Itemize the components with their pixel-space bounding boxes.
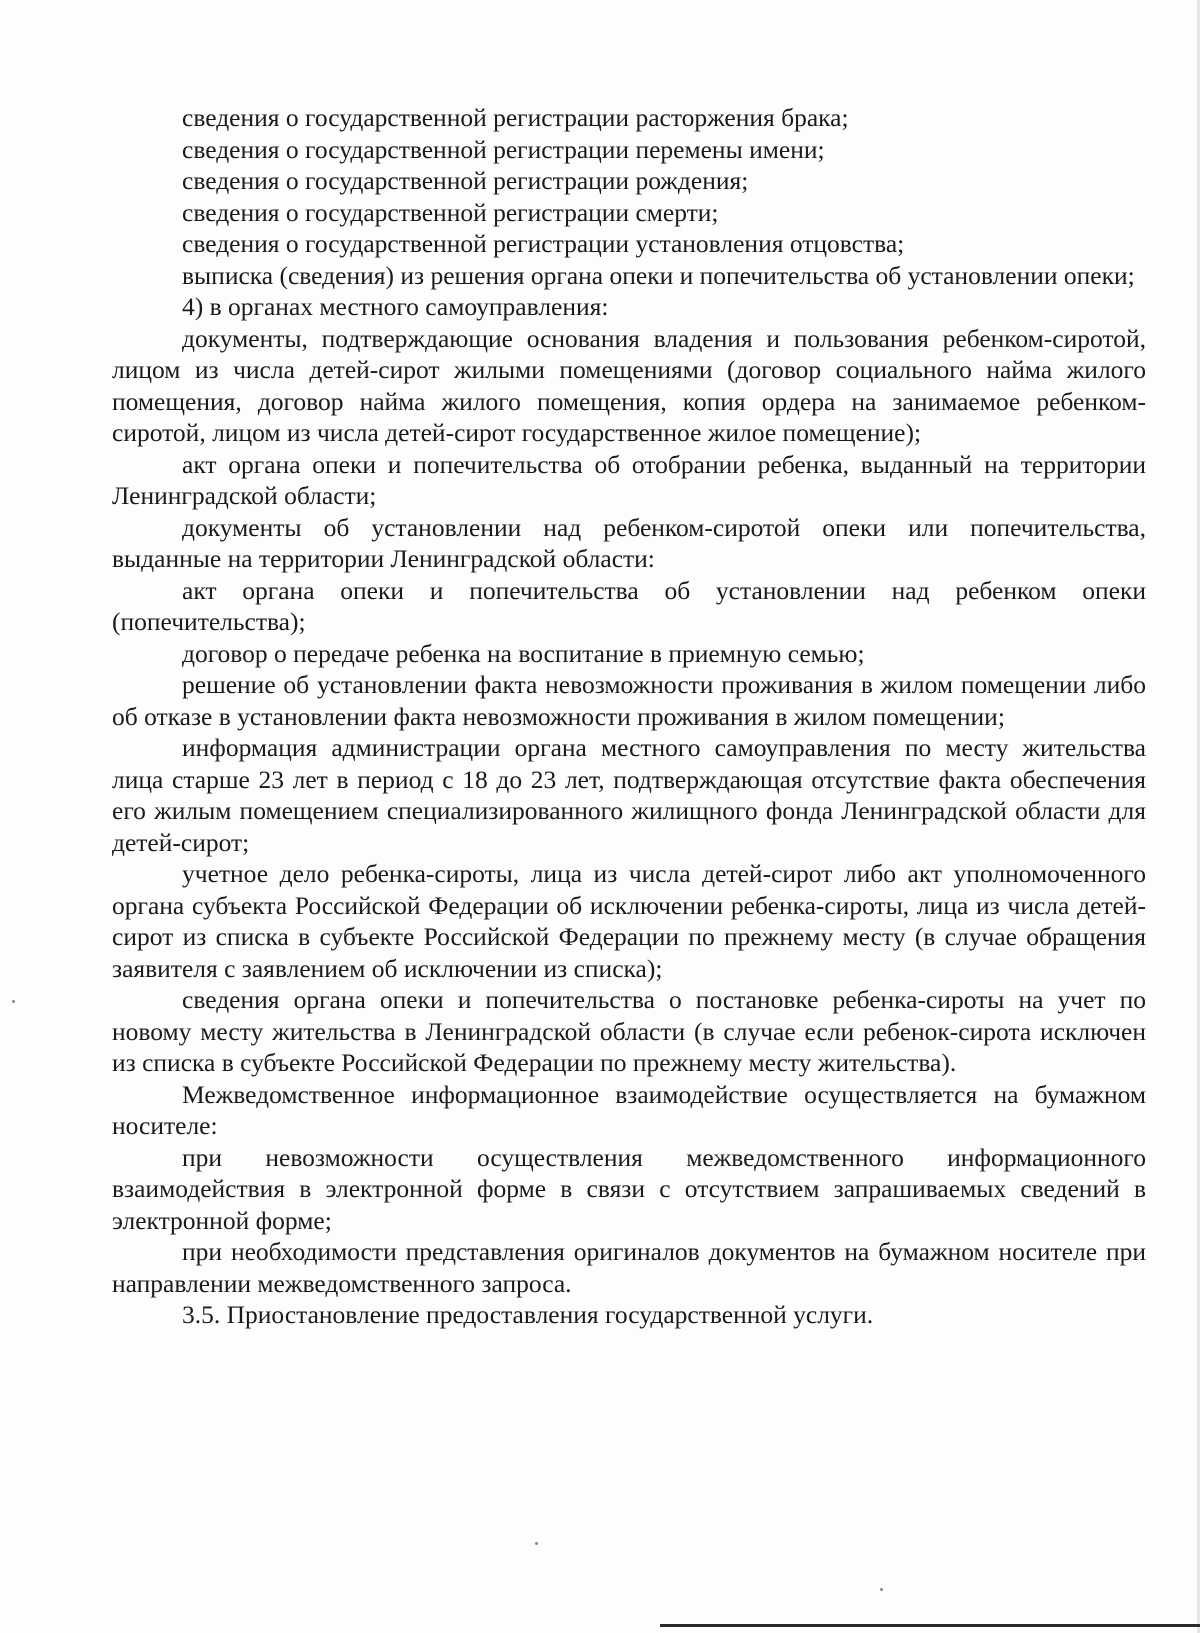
paragraph: учетное дело ребенка-сироты, лица из числа детей-сирот либо акт уполномоченного органа субъекта Российской Федерации об исключении ребенка-сироты, лица из числа детей-сирот из списка в субъекте Российской Федерации по прежнему месту (в случае обращения заявителя с заявлением об исключении из списка); xyxy=(112,859,1146,983)
document-body xyxy=(112,102,1146,1331)
paragraph: договор о передаче ребенка на воспитание в приемную семью; xyxy=(182,638,865,668)
paragraph: сведения органа опеки и попечительства о постановке ребенка-сироты на учет по новому месту жительства в Ленинградской области (в случае если ребенок-сирота исключен из списка в субъекте Российской Федерации по прежнему месту жительства). xyxy=(112,985,1146,1077)
scan-speck xyxy=(12,1000,15,1003)
paragraph: документы об установлении над ребенком-сиротой опеки или попечительства, выданные на территории Ленинградской области: xyxy=(112,512,1146,573)
paragraph: сведения о государственной регистрации установления отцовства; xyxy=(182,229,905,258)
paragraph: сведения о государственной регистрации перемены имени; xyxy=(182,134,825,164)
paragraph: 4) в органах местного самоуправления: xyxy=(182,292,609,321)
paragraph: Межведомственное информационное взаимодействие осуществляется на бумажном носителе: xyxy=(112,1079,1146,1140)
paragraph: сведения о государственной регистрации расторжения брака; xyxy=(182,103,849,132)
paragraph: решение об установлении факта невозможности проживания в жилом помещении либо об отказе в установлении факта невозможности проживания в жилом помещении; xyxy=(112,670,1146,731)
scan-speck xyxy=(880,1588,883,1591)
scan-speck xyxy=(535,1542,538,1545)
paragraph: сведения о государственной регистрации смерти; xyxy=(182,197,719,227)
paragraph: сведения о государственной регистрации рождения; xyxy=(182,166,749,195)
paragraph: 3.5. Приостановление предоставления государственной услуги. xyxy=(182,1300,874,1329)
paragraph: документы, подтверждающие основания владения и пользования ребенком-сиротой, лицом из числа детей-сирот жилыми помещениями (договор социального найма жилого помещения, договор найма жилого помещения, копия ордера на занимаемое ребенком-сиротой, лицом из числа детей-сирот государственное жилое помещение); xyxy=(112,323,1146,447)
paragraph: акт органа опеки и попечительства об установлении над ребенком опеки (попечительства); xyxy=(112,575,1146,636)
paragraph: при невозможности осуществления межведомственного информационного взаимодействия в электронной форме в связи с отсутствием запрашиваемых сведений в электронной форме; xyxy=(112,1142,1146,1235)
paragraph: выписка (сведения) из решения органа опеки и попечительства об установлении опеки; xyxy=(182,260,1135,290)
scan-edge-bottom xyxy=(660,1624,1200,1627)
paragraph: информация администрации органа местного самоуправления по месту жительства лица старше 23 лет в период с 18 до 23 лет, подтверждающая отсутствие факта обеспечения его жилым помещением специализированного жилищного фонда Ленинградской области для детей-сирот; xyxy=(112,733,1146,857)
paragraph: при необходимости представления оригиналов документов на бумажном носителе при направлении межведомственного запроса. xyxy=(112,1237,1146,1298)
paragraph: акт органа опеки и попечительства об отобрании ребенка, выданный на территории Ленинградской области; xyxy=(112,449,1146,510)
